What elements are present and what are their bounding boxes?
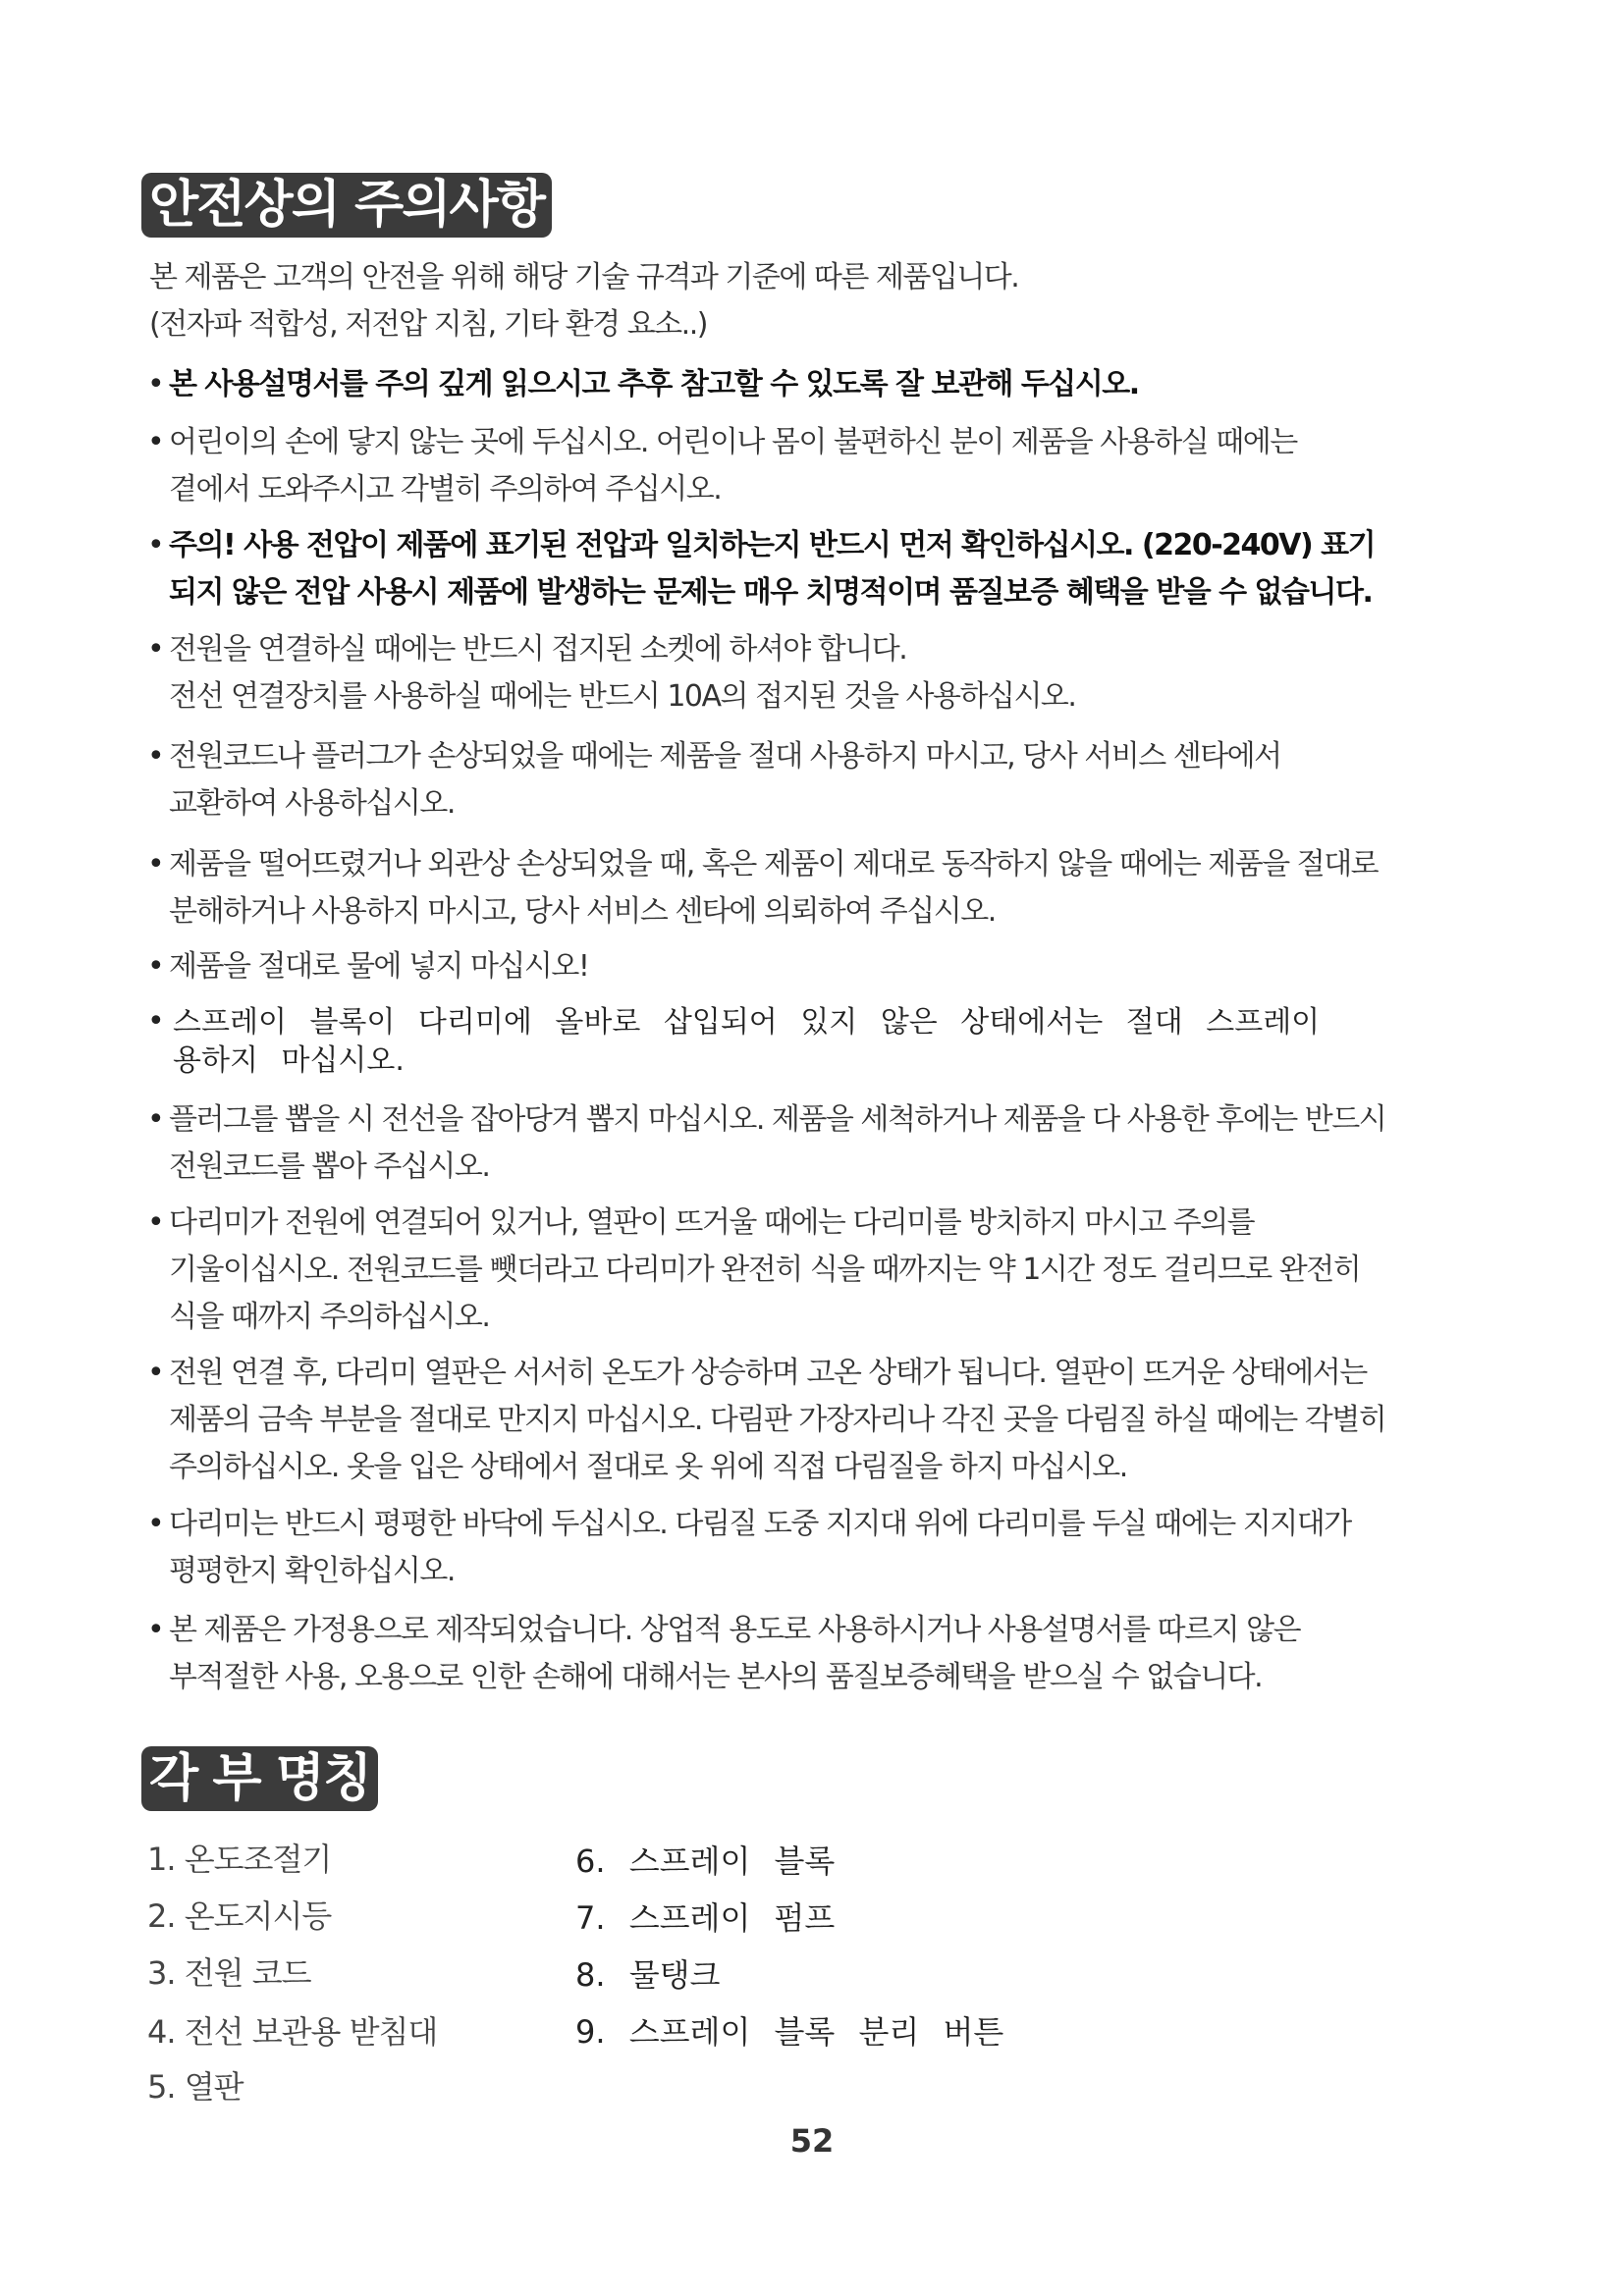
safety-item-13-line-1: 본 제품은 가정용으로 제작되었습니다. 상업적 용도로 사용하시거나 사용설명서를 따르지 않은 [169,1613,1301,1647]
bullet-marker: • [147,367,165,401]
page-number: 52 [789,2122,835,2160]
safety-section-title: 안전상의 주의사항 [141,173,552,238]
bullet-marker: • [147,739,165,774]
bullet-marker: • [147,528,165,562]
part-name-item: 2. 온도지시등 [147,1897,332,1935]
safety-item-3-line-1: 주의! 사용 전압이 제품에 표기된 전압과 일치하는지 반드시 먼저 확인하십시오. (220-240V) 표기 [169,528,1376,562]
safety-item-9-line-2: 전원코드를 뽑아 주십시오. [169,1149,490,1184]
bullet-marker: • [147,1507,165,1541]
bullet-marker: • [147,1205,165,1240]
bullet-marker: • [147,1613,165,1647]
part-name-item: 1. 온도조절기 [147,1841,332,1878]
part-name-item: 9. 스프레이 블록 분리 버튼 [575,2013,1004,2051]
safety-item-11-line-2: 제품의 금속 부분을 절대로 만지지 마십시오. 다림판 가장자리나 각진 곳을 다림질 하실 때에는 각별히 [169,1403,1386,1437]
safety-item-8-line-2: 용하지 마십시오. [173,1043,405,1078]
safety-item-11-line-3: 주의하십시오. 옷을 입은 상태에서 절대로 옷 위에 직접 다림질을 하지 마십시오. [169,1450,1127,1484]
intro-line-2: (전자파 적합성, 저전압 지침, 기타 환경 요소..) [149,307,707,342]
safety-item-4-line-1: 전원을 연결하실 때에는 반드시 접지된 소켓에 하셔야 합니다. [169,632,907,667]
bullet-marker: • [147,847,165,881]
safety-item-6-line-1: 제품을 떨어뜨렸거나 외관상 손상되었을 때, 혹은 제품이 제대로 동작하지 않을 때에는 제품을 절대로 [169,847,1379,881]
safety-item-10-line-1: 다리미가 전원에 연결되어 있거나, 열판이 뜨거울 때에는 다리미를 방치하지 마시고 주의를 [169,1205,1255,1240]
parts-section-title: 각 부 명칭 [141,1746,378,1811]
safety-item-4-line-2: 전선 연결장치를 사용하실 때에는 반드시 10A의 접지된 것을 사용하십시오. [169,679,1076,714]
safety-item-11-line-1: 전원 연결 후, 다리미 열판은 서서히 온도가 상승하며 고온 상태가 됩니다. 열판이 뜨거운 상태에서는 [169,1356,1367,1390]
intro-line-1: 본 제품은 고객의 안전을 위해 해당 기술 규격과 기준에 따른 제품입니다. [149,260,1019,294]
safety-item-3-line-2: 되지 않은 전압 사용시 제품에 발생하는 문제는 매우 치명적이며 품질보증 혜택을 받을 수 없습니다. [169,575,1373,610]
safety-item-12-line-2: 평평한지 확인하십시오. [169,1554,455,1588]
safety-item-6-line-2: 분해하거나 사용하지 마시고, 당사 서비스 센타에 의뢰하여 주십시오. [169,894,996,929]
part-name-item: 8. 물탱크 [575,1956,721,1994]
part-name-item: 7. 스프레이 펌프 [575,1899,836,1937]
safety-item-7-line-1: 제품을 절대로 물에 넣지 마십시오! [169,949,589,984]
safety-item-5-line-1: 전원코드나 플러그가 손상되었을 때에는 제품을 절대 사용하지 마시고, 당사 서비스 센타에서 [169,739,1281,774]
safety-item-5-line-2: 교환하여 사용하십시오. [169,786,455,821]
bullet-marker: • [147,949,165,984]
safety-item-2-line-2: 곁에서 도와주시고 각별히 주의하여 주십시오. [169,472,722,507]
safety-item-2-line-1: 어린이의 손에 닿지 않는 곳에 두십시오. 어린이나 몸이 불편하신 분이 제품을 사용하실 때에는 [169,425,1297,459]
bullet-marker: • [147,1102,165,1137]
safety-item-10-line-2: 기울이십시오. 전원코드를 뺏더라고 다리미가 완전히 식을 때까지는 약 1시간 정도 걸리므로 완전히 [169,1253,1361,1287]
part-name-item: 6. 스프레이 블록 [575,1842,836,1880]
safety-item-8-line-1: 스프레이 블록이 다리미에 올바로 삽입되어 있지 않은 상태에서는 절대 스프레이 [173,1005,1321,1040]
safety-item-1-line-1: 본 사용설명서를 주의 깊게 읽으시고 추후 참고할 수 있도록 잘 보관해 두십시오. [169,367,1139,401]
safety-item-12-line-1: 다리미는 반드시 평평한 바닥에 두십시오. 다림질 도중 지지대 위에 다리미를 두실 때에는 지지대가 [169,1507,1351,1541]
bullet-marker: • [147,1004,165,1039]
bullet-marker: • [147,425,165,459]
bullet-marker: • [147,1356,165,1390]
safety-item-10-line-3: 식을 때까지 주의하십시오. [169,1300,490,1334]
part-name-item: 4. 전선 보관용 받침대 [147,2013,438,2051]
part-name-item: 3. 전원 코드 [147,1954,311,1992]
safety-item-9-line-1: 플러그를 뽑을 시 전선을 잡아당겨 뽑지 마십시오. 제품을 세척하거나 제품을 다 사용한 후에는 반드시 [169,1102,1386,1137]
part-name-item: 5. 열판 [147,2068,244,2106]
bullet-marker: • [147,632,165,667]
safety-item-13-line-2: 부적절한 사용, 오용으로 인한 손해에 대해서는 본사의 품질보증혜택을 받으실 수 없습니다. [169,1660,1263,1694]
